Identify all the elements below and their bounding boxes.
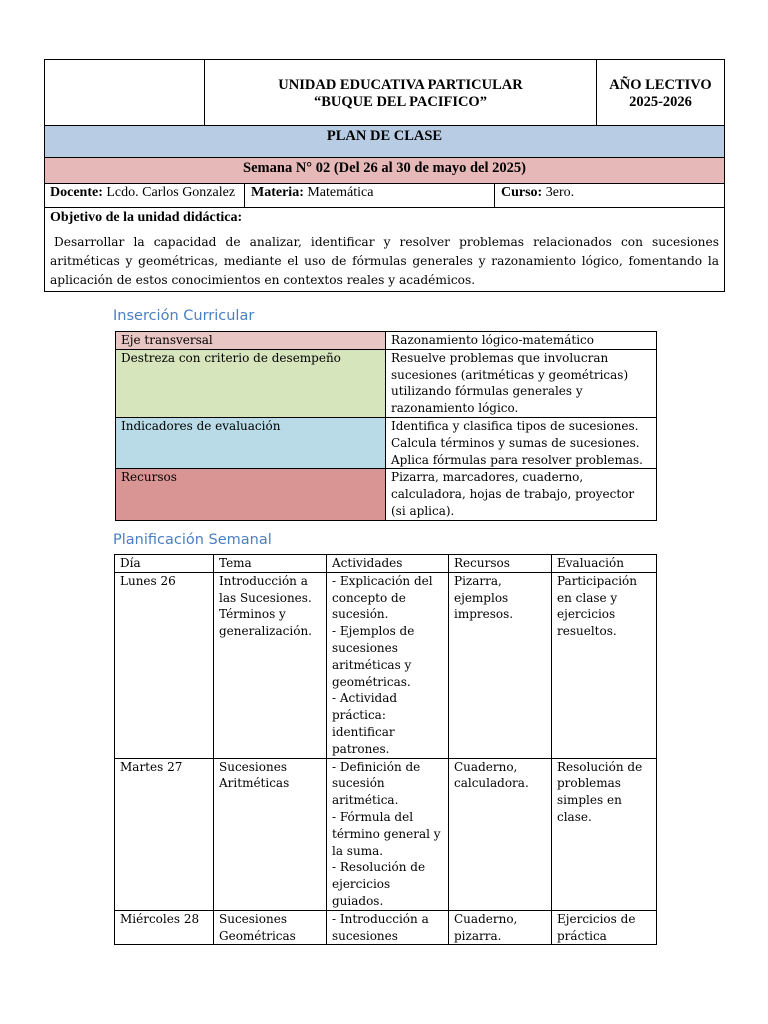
cell-evaluacion: Resolución de problemas simples en clase. <box>552 758 657 910</box>
objective-cell <box>45 208 724 291</box>
cell-actividades: - Explicación del concepto de sucesión. - Ejemplos de sucesiones aritméticas y geométricas. - Actividad práctica: identificar patrones. <box>327 572 449 758</box>
destreza-label: Destreza con criterio de desempeño <box>116 349 386 417</box>
cell-actividades: - Introducción a sucesiones <box>327 910 449 945</box>
table-header-row <box>115 555 657 573</box>
recursos-value: Pizarra, marcadores, cuaderno, calculadora, hojas de trabajo, proyector (si aplica). <box>386 469 657 520</box>
cell-recursos: Cuaderno, calculadora. <box>449 758 552 910</box>
curso-cell <box>495 184 724 208</box>
docente-value: Lcdo. Carlos Gonzalez <box>106 185 236 200</box>
year-value: 2025-2026 <box>629 94 692 110</box>
docente-label: Docente: <box>50 185 103 200</box>
cell-recursos: Cuaderno, pizarra. <box>449 910 552 945</box>
materia-label: Materia: <box>251 185 304 200</box>
docente-cell <box>45 184 245 208</box>
plan-title-text: PLAN DE CLASE <box>326 128 443 144</box>
cell-evaluacion: Ejercicios de práctica <box>552 910 657 945</box>
planificacion-title: Planificación Semanal <box>113 532 272 548</box>
cell-actividades: - Definición de sucesión aritmética. - Fórmula del término general y la suma. - Resolución de ejercicios guiados. <box>327 758 449 910</box>
cell-dia: Martes 27 <box>115 758 214 910</box>
school-line2: “BUQUE DEL PACIFICO” <box>314 94 487 110</box>
materia-value: Matemática <box>307 185 374 200</box>
header-recursos: Recursos <box>449 555 552 573</box>
planificacion-table <box>114 554 657 945</box>
logo-cell <box>45 60 205 126</box>
school-name-cell <box>205 60 597 126</box>
table-row <box>116 349 657 417</box>
plan-title <box>45 126 724 158</box>
insercion-title: Inserción Curricular <box>113 308 255 324</box>
recursos-label: Recursos <box>116 469 386 520</box>
curso-value: 3ero. <box>545 185 575 200</box>
cell-tema: Sucesiones Geométricas <box>214 910 327 945</box>
year-cell <box>597 60 724 126</box>
year-label: AÑO LECTIVO <box>609 77 712 93</box>
indicadores-label: Indicadores de evaluación <box>116 417 386 468</box>
week-row <box>45 158 724 184</box>
cell-tema: Introducción a las Sucesiones. Términos y generalización. <box>214 572 327 758</box>
destreza-value: Resuelve problemas que involucran sucesiones (aritméticas y geométricas) utilizando fórmulas generales y razonamiento lógico. <box>386 349 657 417</box>
table-row <box>115 572 657 758</box>
table-row <box>115 910 657 945</box>
cell-tema: Sucesiones Aritméticas <box>214 758 327 910</box>
materia-cell <box>245 184 495 208</box>
indicadores-value: Identifica y clasifica tipos de sucesiones. Calcula términos y sumas de sucesiones. Aplica fórmulas para resolver problemas. <box>386 417 657 468</box>
insercion-table <box>115 331 657 521</box>
eje-label: Eje transversal <box>116 332 386 350</box>
table-row <box>116 332 657 350</box>
objective-label: Objetivo de la unidad didáctica: <box>50 210 243 225</box>
week-text: Semana N° 02 (Del 26 al 30 de mayo del 2025) <box>243 160 526 176</box>
cell-dia: Miércoles 28 <box>115 910 214 945</box>
table-row <box>115 758 657 910</box>
header-actividades: Actividades <box>327 555 449 573</box>
cell-evaluacion: Participación en clase y ejercicios resueltos. <box>552 572 657 758</box>
table-row <box>116 469 657 520</box>
header-tema: Tema <box>214 555 327 573</box>
cell-dia: Lunes 26 <box>115 572 214 758</box>
table-row <box>116 417 657 468</box>
header-dia: Día <box>115 555 214 573</box>
curso-label: Curso: <box>501 185 543 200</box>
cell-recursos: Pizarra, ejemplos impresos. <box>449 572 552 758</box>
header-evaluacion: Evaluación <box>552 555 657 573</box>
eje-value: Razonamiento lógico-matemático <box>386 332 657 350</box>
objective-text: Desarrollar la capacidad de analizar, identificar y resolver problemas relacionados con sucesiones aritméticas y geométricas, mediante el uso de fórmulas generales y razonamiento lógico, fomentando la aplicación de estos conocimientos en contextos reales y académicos. <box>50 235 719 287</box>
school-line1: UNIDAD EDUCATIVA PARTICULAR <box>278 77 523 93</box>
header-table <box>44 59 725 292</box>
